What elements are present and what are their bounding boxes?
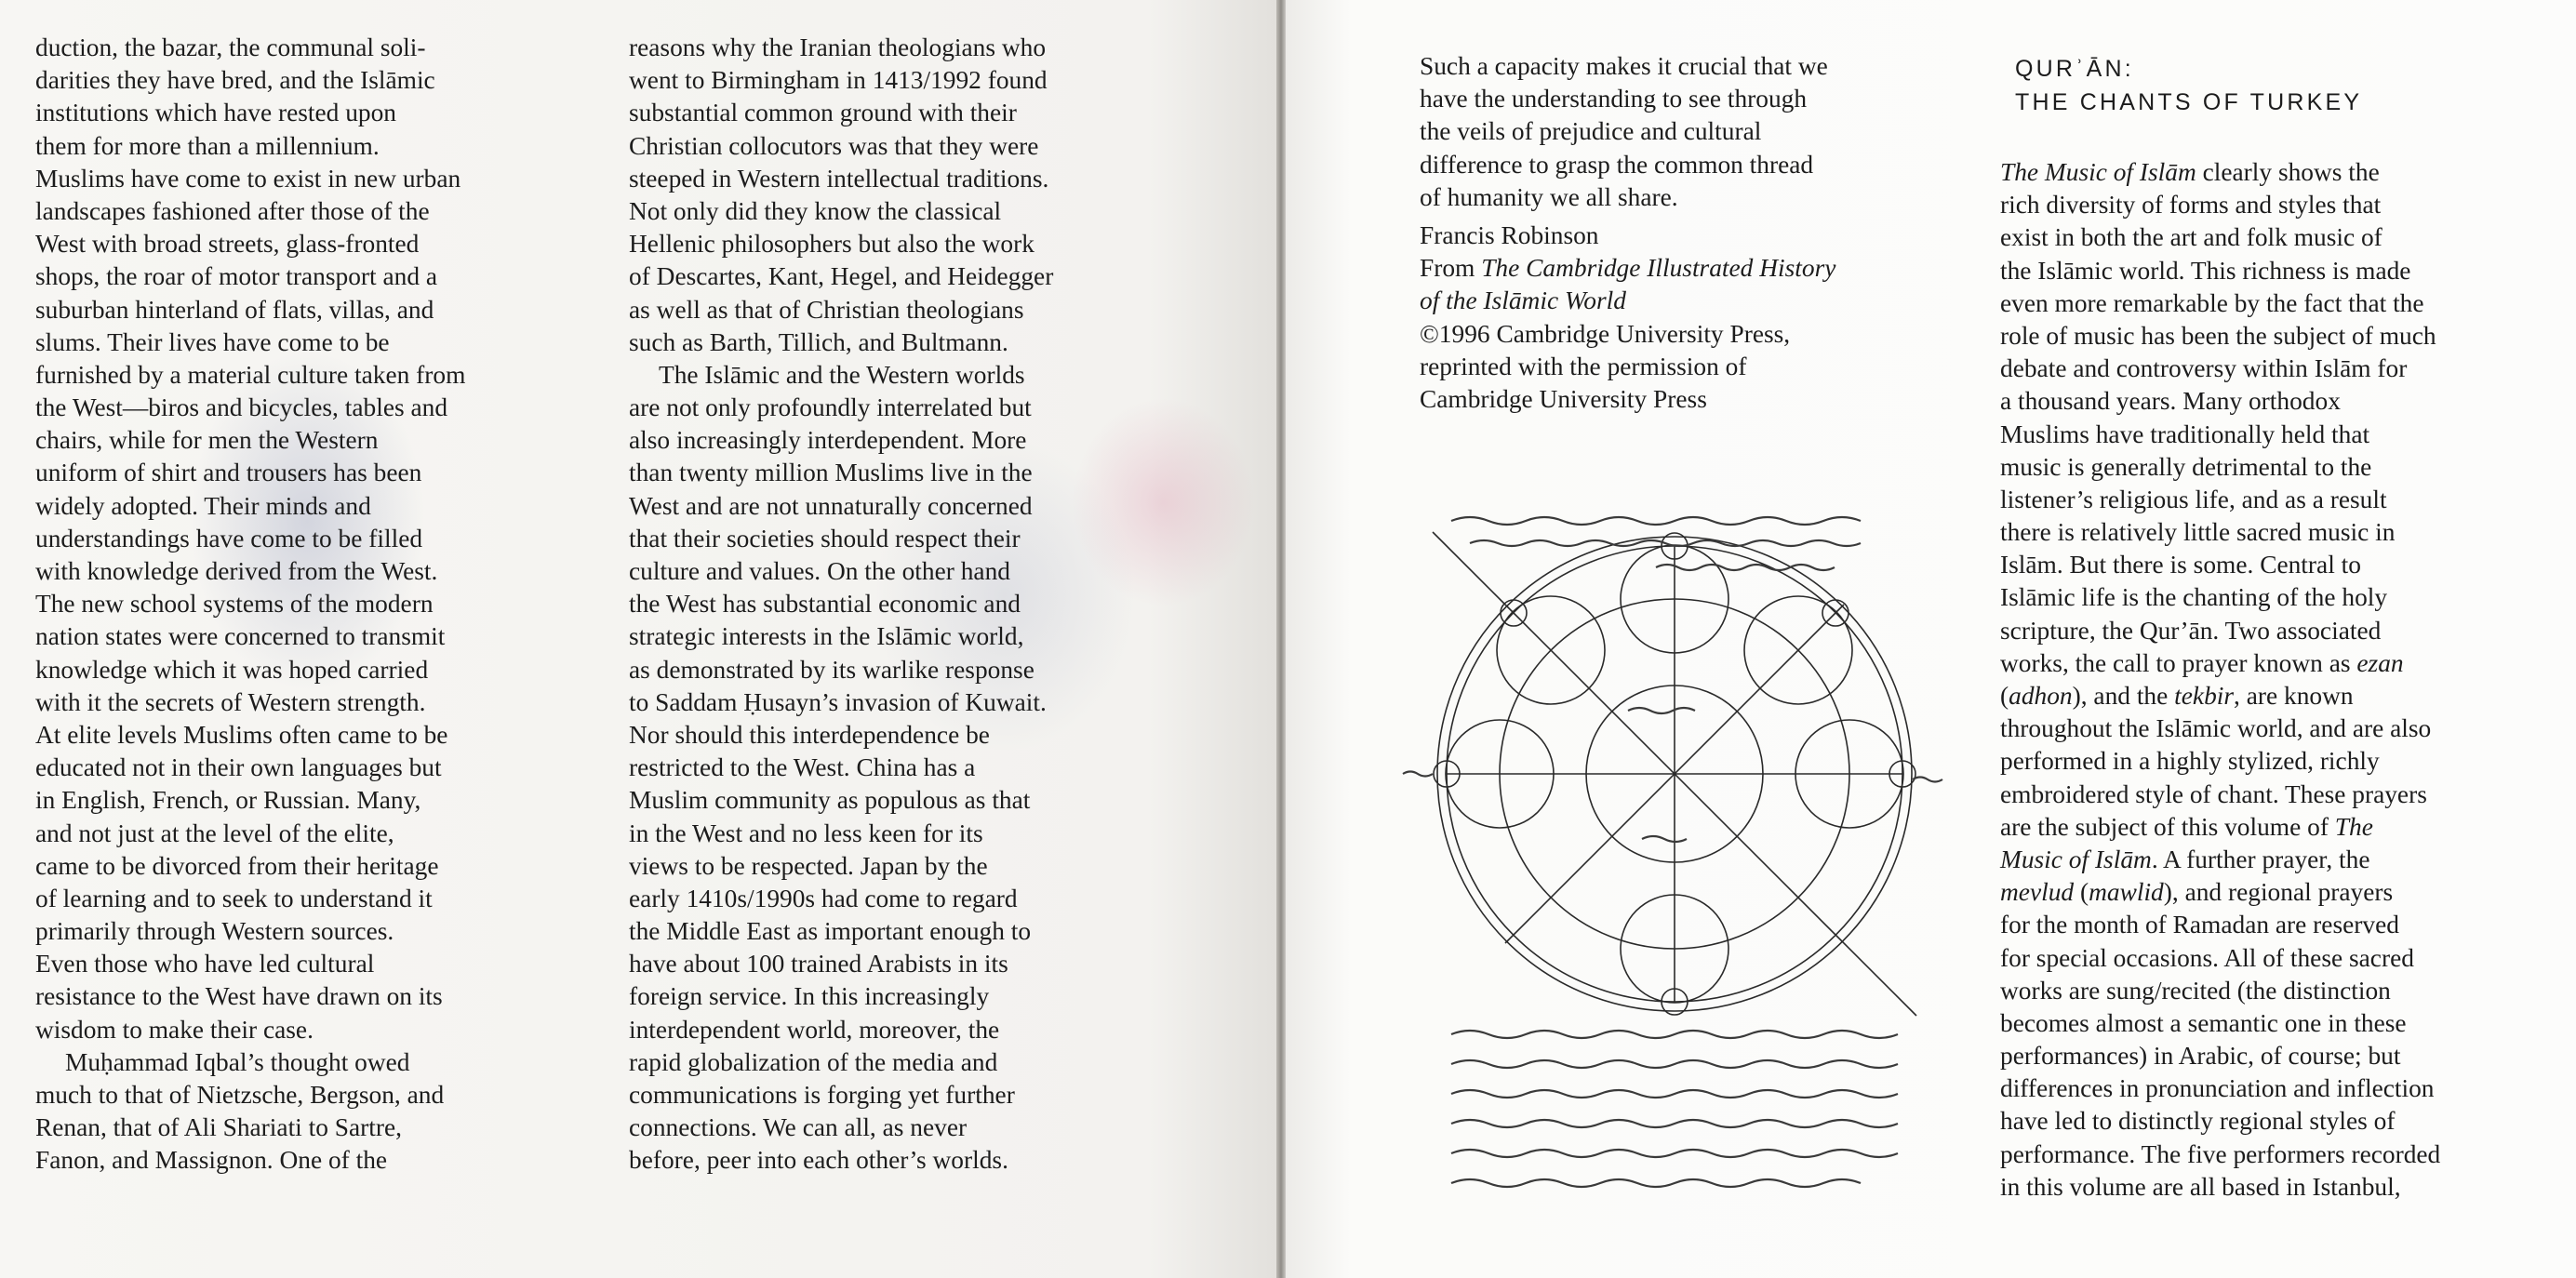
text-line: The Islāmic and the Western worlds [659,360,1025,389]
text-line: chairs, while for men the Western [35,426,379,455]
text-run: scripture, the Qur’ān. Two associated [2000,616,2382,645]
text-line [2000,1105,2440,1138]
text-run: embroidered style of chant. These prayers [2000,779,2427,808]
text-line: Such a capacity makes it crucial that we [1420,52,1828,80]
credit-author: Francis Robinson [1420,220,1599,249]
text-line: connections. We can all, as never [629,1113,968,1142]
left-column-2 [629,32,1053,1178]
text-run: a thousand years. Many orthodox [2000,387,2341,416]
text-run: clearly shows the [2196,158,2380,186]
text-line: West with broad streets, glass-fronted [35,230,420,259]
text-line: views to be respected. Japan by the [629,851,988,880]
text-run: for special occasions. All of these sacred [2000,943,2414,972]
text-run: performance. The five performers recorded [2000,1139,2441,1168]
text-line [2000,255,2440,287]
text-line: Nor should this interdependence be [629,720,990,749]
text-line [2000,320,2440,353]
text-run: even more remarkable by the fact that the [2000,288,2424,317]
text-line: strategic interests in the Islāmic world, [629,622,1024,651]
italic-run: mevlud [2000,878,2075,907]
text-run: for the month of Ramadan are reserved [2000,911,2399,939]
text-line [2000,844,2440,876]
text-run: . A further prayer, the [2151,845,2370,873]
text-run: listener’s religious life, and as a result [2000,485,2387,513]
text-line [2000,581,2440,614]
text-line [2000,1138,2440,1171]
text-line: duction, the bazar, the communal soli- [35,33,426,61]
text-run: performances) in Arabic, of course; but [2000,1042,2401,1071]
right-page [1286,0,2576,1278]
text-line: restricted to the West. China has a [629,753,976,782]
text-line: before, peer into each other’s worlds. [629,1146,1008,1175]
text-run: ), and the [2072,682,2175,710]
text-line: went to Birmingham in 1413/1992 found [629,66,1048,95]
text-line: The new school systems of the modern [35,590,434,619]
text-line: educated not in their own languages but [35,753,442,782]
right-column-2 [2000,156,2440,1204]
text-line [2000,615,2440,647]
text-line: resistance to the West have drawn on its [35,982,443,1011]
text-line: the West has substantial economic and [629,590,1021,619]
italic-run: mawlid [2089,878,2164,907]
text-line [2000,1072,2440,1105]
text-line: the Middle East as important enough to [629,917,1032,946]
text-run: Muslims have traditionally held that [2000,419,2370,448]
text-line [2000,287,2440,320]
astronomical-manuscript-diagram [1395,495,1954,1202]
text-run: ( [2000,682,2009,710]
credit-source: From The Cambridge Illustrated History [1420,254,1836,283]
text-line: rapid globalization of the media and [629,1047,998,1076]
text-line [2000,385,2440,418]
credit-copyright: ©1996 Cambridge University Press, [1420,319,1791,348]
italic-run: The [2334,812,2373,841]
text-run: Islāmic life is the chanting of the holy [2000,583,2388,612]
text-line: the West—biros and bicycles, tables and [35,393,448,422]
left-column-1 [35,32,465,1178]
text-line [2000,1040,2440,1072]
text-line: to Saddam Ḥusayn’s invasion of Kuwait. [629,687,1047,716]
text-line: Even those who have led cultural [35,950,375,978]
text-line: understandings have come to be filled [35,524,423,552]
closing-paragraph [1420,50,1835,220]
text-run: are the subject of this volume of [2000,812,2335,841]
text-line [2000,942,2440,975]
text-line: slums. Their lives have come to be [35,327,390,356]
text-line [2000,221,2440,254]
text-line [2000,779,2440,811]
text-line [2000,1171,2440,1204]
text-run: there is relatively little sacred music in [2000,518,2396,547]
text-line: uniform of shirt and trousers has been [35,459,422,487]
text-line: as well as that of Christian theologians [629,295,1024,324]
text-line: also increasingly interdependent. More [629,426,1027,455]
text-line [2000,189,2440,221]
text-line: as demonstrated by its warlike response [629,655,1034,684]
text-line: Renan, that of Ali Shariati to Sartre, [35,1113,403,1142]
text-line: furnished by a material culture taken from [35,360,466,389]
text-line: and not just at the level of the elite, [35,819,394,847]
text-line: than twenty million Muslims live in the [629,459,1033,487]
section-heading [2015,52,2362,119]
text-line: Muslim community as populous as that [629,786,1031,815]
text-line [2000,419,2440,451]
text-run: exist in both the art and folk music of [2000,223,2382,252]
text-line: Not only did they know the classical [629,196,1002,225]
text-run: , are known [2234,682,2354,710]
text-line [2000,156,2440,189]
text-line: At elite levels Muslims often came to be [35,720,448,749]
text-run: debate and controversy within Islām for [2000,354,2408,383]
text-line [2000,451,2440,484]
text-line: came to be divorced from their heritage [35,851,439,880]
text-line: of humanity we all share. [1420,182,1678,211]
text-line: widely adopted. Their minds and [35,491,371,520]
text-line: such as Barth, Tillich, and Bultmann. [629,327,1008,356]
text-line: knowledge which it was hoped carried [35,655,429,684]
text-line: of Descartes, Kant, Hegel, and Heidegger [629,262,1054,291]
text-line: difference to grasp the common thread [1420,150,1814,179]
text-line: Christian collocutors was that they were [629,131,1039,160]
arabic-script-annotations [1403,517,1942,1187]
text-line: Fanon, and Massignon. One of the [35,1146,388,1175]
text-line: darities they have bred, and the Islāmic [35,66,435,95]
text-line: interdependent world, moreover, the [629,1015,1000,1044]
text-line: nation states were concerned to transmit [35,622,446,651]
text-line [2000,811,2440,844]
text-line: in the West and no less keen for its [629,819,983,847]
right-column-1 [1420,50,1835,416]
text-run: in this volume are all based in Istanbul, [2000,1172,2401,1201]
text-run: rich diversity of forms and styles that [2000,191,2382,220]
heading-line-1: QURʾĀN: [2015,56,2134,82]
text-line: of learning and to seek to understand it [35,884,433,912]
text-line: Muḥammad Iqbal’s thought owed [65,1047,410,1076]
heading-line-2: THE CHANTS OF TURKEY [2015,89,2363,115]
text-run: music is generally detrimental to the [2000,452,2372,481]
text-line: West and are not unnaturally concerned [629,491,1033,520]
text-line: suburban hinterland of flats, villas, and [35,295,434,324]
text-line: substantial common ground with their [629,99,1017,127]
text-run: have led to distinctly regional styles of [2000,1107,2396,1136]
text-line: culture and values. On the other hand [629,557,1010,585]
text-line [2000,484,2440,516]
credit-source-title: of the Islāmic World [1420,286,1626,315]
text-run: Islām. But there is some. Central to [2000,551,2361,579]
text-line: Muslims have come to exist in new urban [35,164,461,193]
text-run: differences in pronunciation and inflection [2000,1074,2435,1103]
credit-permission: reprinted with the permission of [1420,352,1747,380]
text-line [2000,647,2440,680]
text-run: works, the call to prayer known as [2000,648,2357,677]
text-line [2000,516,2440,549]
italic-run: adhon [2009,682,2073,710]
text-line: with it the secrets of Western strength. [35,687,426,716]
text-line: primarily through Western sources. [35,917,394,946]
text-line [2000,745,2440,778]
text-line [2000,1007,2440,1040]
text-line: them for more than a millennium. [35,131,380,160]
text-line: the veils of prejudice and cultural [1420,117,1762,146]
text-line: landscapes fashioned after those of the [35,196,430,225]
text-line: shops, the roar of motor transport and a [35,262,438,291]
text-line [2000,712,2440,745]
text-line: much to that of Nietzsche, Bergson, and [35,1081,445,1109]
book-gutter [1276,0,1286,1278]
text-line: that their societies should respect their [629,524,1021,552]
credit-publisher: Cambridge University Press [1420,384,1707,413]
text-line [2000,353,2440,385]
text-line: early 1410s/1990s had come to regard [629,884,1018,912]
text-line: with knowledge derived from the West. [35,557,438,585]
text-line: are not only profoundly interrelated but [629,393,1032,422]
text-line [2000,975,2440,1007]
text-run: the Islāmic world. This richness is made [2000,256,2411,285]
text-line: wisdom to make their case. [35,1015,314,1044]
text-run: ( [2074,878,2089,907]
italic-run: tekbir [2174,682,2235,710]
text-line [2000,876,2440,909]
text-line [2000,680,2440,712]
italic-run: The Music of Islām [2000,158,2196,186]
text-line: steeped in Western intellectual traditions. [629,164,1049,193]
text-line: have the understanding to see through [1420,85,1808,113]
text-line: have about 100 trained Arabists in its [629,950,1008,978]
text-run: becomes almost a semantic one in these [2000,1008,2407,1037]
text-run: performed in a highly stylized, richly [2000,747,2380,776]
text-line: foreign service. In this increasingly [629,982,990,1011]
text-run: throughout the Islāmic world, and are also [2000,714,2432,743]
text-line: institutions which have rested upon [35,99,396,127]
text-line [2000,909,2440,941]
text-line [2000,549,2440,581]
text-line: in English, French, or Russian. Many, [35,786,421,815]
text-run: role of music has been the subject of much [2000,321,2436,350]
italic-run: Music of Islām [2000,845,2152,873]
text-line: communications is forging yet further [629,1081,1015,1109]
text-run: ), and regional prayers [2163,878,2394,907]
text-run: works are sung/recited (the distinction [2000,976,2391,1005]
italic-run: ezan [2356,648,2404,677]
left-page [0,0,1276,1278]
text-line: reasons why the Iranian theologians who [629,33,1047,61]
text-line: Hellenic philosophers but also the work [629,230,1034,259]
